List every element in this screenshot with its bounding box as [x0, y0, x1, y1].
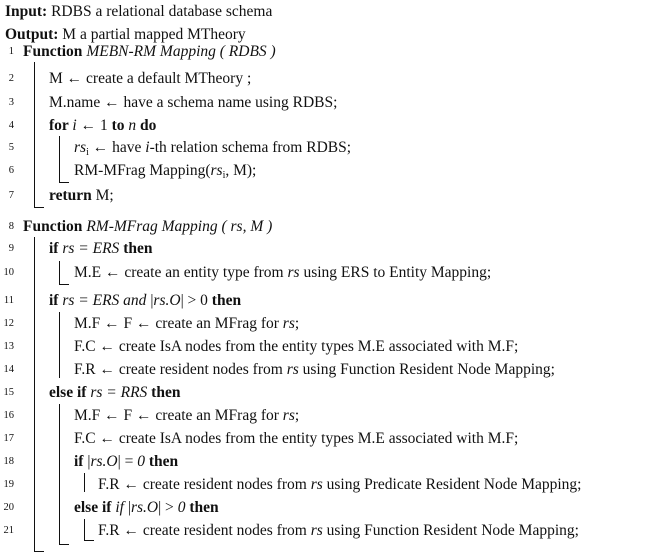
algo-line [0, 237, 670, 260]
code-token: i [86, 147, 89, 158]
code-token: Function [23, 43, 87, 60]
code-token: then [144, 453, 179, 470]
code-token: i [222, 170, 226, 181]
line-code [74, 404, 299, 427]
code-token: rs [310, 522, 323, 539]
line-number: 2 [8, 73, 14, 84]
block-end-tick [84, 540, 94, 541]
line-code [98, 519, 579, 542]
line-number: 7 [8, 190, 14, 201]
line-code [74, 261, 491, 284]
code-token: | [127, 499, 131, 516]
code-token: i [72, 117, 77, 134]
block-bar [59, 261, 60, 284]
code-token: RM-MFrag Mapping( [74, 162, 211, 179]
block-end-tick [34, 551, 44, 552]
code-token: M; [95, 187, 114, 204]
code-token: ← 1 [76, 117, 112, 134]
code-token: M.F ← F ← create an MFrag for [74, 407, 283, 424]
code-token: Function [23, 218, 87, 235]
code-token: do [136, 117, 157, 134]
input-line [5, 3, 272, 21]
algo-line [0, 404, 670, 427]
line-code [74, 450, 178, 473]
algo-line [0, 215, 670, 238]
algo-line [0, 335, 670, 358]
code-token: rs [287, 264, 300, 281]
code-token: | [146, 292, 154, 309]
code-token: MEBN-RM Mapping ( RDBS ) [86, 43, 276, 60]
code-token: rs [310, 476, 323, 493]
code-token: else if [49, 384, 91, 401]
line-number: 21 [3, 525, 14, 536]
code-token: then [211, 292, 242, 309]
code-token: if [115, 499, 128, 516]
line-code [74, 159, 256, 182]
line-number: 9 [8, 243, 14, 254]
code-token: | > [158, 499, 178, 516]
code-token: using Predicate Resident Node Mapping; [322, 476, 582, 493]
line-number: 13 [3, 341, 14, 352]
code-token: then [185, 499, 219, 516]
block-bar [59, 136, 60, 182]
line-number: 16 [3, 410, 14, 421]
code-token: if [49, 240, 63, 257]
line-number: 19 [3, 479, 14, 490]
code-token: M.F ← F ← create an MFrag for [74, 315, 283, 332]
code-token: 0 [137, 453, 145, 470]
block-bar [34, 62, 35, 207]
algo-line [0, 67, 670, 90]
algo-line [0, 358, 670, 381]
line-code [74, 358, 555, 381]
line-code [74, 136, 351, 159]
output-label: Output: [5, 26, 59, 43]
code-token: then [147, 384, 181, 401]
code-token: -th relation schema from RDBS; [149, 139, 352, 156]
code-token: , M); [225, 162, 257, 179]
code-token: rs.O [90, 453, 118, 470]
code-token: then [119, 240, 153, 257]
line-number: 1 [8, 46, 14, 57]
line-code [49, 114, 156, 137]
algo-line [0, 427, 670, 450]
code-token: rs [282, 315, 295, 332]
code-token: F.R ← create resident nodes from [98, 476, 311, 493]
line-code [49, 184, 114, 207]
line-number: 3 [8, 97, 14, 108]
line-number: 5 [8, 142, 14, 153]
line-code [49, 237, 152, 260]
algo-line [0, 40, 670, 63]
code-token: rs = ERS and [62, 292, 147, 309]
code-token: i [145, 139, 150, 156]
output-text: M a partial mapped MTheory [58, 26, 246, 43]
block-end-tick [59, 544, 69, 545]
line-code [74, 335, 518, 358]
code-token: F.R ← create resident nodes from [98, 522, 311, 539]
code-token: ; [294, 315, 300, 332]
algo-line [0, 312, 670, 335]
block-bar [84, 473, 85, 492]
code-token: using Function Resident Node Mapping; [322, 522, 579, 539]
code-token: if [49, 292, 63, 309]
algo-line [0, 184, 670, 207]
algo-line [0, 381, 670, 404]
code-token: rs [282, 407, 295, 424]
code-token: RM-MFrag Mapping ( rs, M ) [86, 218, 273, 235]
code-token: return [49, 187, 96, 204]
code-token: to [111, 117, 129, 134]
line-number: 8 [8, 221, 14, 232]
code-token: using Function Resident Node Mapping; [298, 361, 555, 378]
line-number: 18 [3, 456, 14, 467]
algo-line [0, 496, 670, 519]
block-bar [59, 404, 60, 544]
code-token: M.E ← create an entity type from [74, 264, 288, 281]
code-token: rs [286, 361, 299, 378]
code-token: | = [117, 453, 138, 470]
input-label: Input: [5, 3, 48, 20]
code-token: | [87, 453, 91, 470]
line-code [49, 289, 241, 312]
algo-line [0, 261, 670, 284]
code-token: rs [74, 139, 87, 156]
line-code [23, 215, 272, 238]
block-end-tick [34, 207, 44, 208]
algo-line [0, 473, 670, 496]
block-bar [59, 312, 60, 378]
line-number: 14 [3, 364, 14, 375]
code-token: rs [210, 162, 223, 179]
code-token: n [128, 117, 137, 134]
code-token: else if [74, 499, 116, 516]
block-end-tick [59, 182, 69, 183]
algo-line [0, 91, 670, 114]
algo-line [0, 519, 670, 542]
algo-line [0, 136, 670, 159]
line-number: 12 [3, 318, 14, 329]
code-token: ← have [88, 139, 146, 156]
block-bar [34, 237, 35, 551]
line-number: 10 [3, 267, 14, 278]
line-number: 11 [3, 295, 14, 306]
line-code [49, 91, 337, 114]
input-text: RDBS a relational database schema [47, 3, 273, 20]
line-code [74, 312, 299, 335]
code-token: F.C ← create IsA nodes from the entity types M.E associated with M.F; [74, 430, 519, 447]
block-end-tick [59, 284, 69, 285]
code-token: using ERS to Entity Mapping; [299, 264, 492, 281]
algo-line [0, 289, 670, 312]
code-token: M.name ← have a schema name using RDBS; [49, 94, 338, 111]
code-token: | > 0 [180, 292, 212, 309]
line-code [23, 40, 276, 63]
line-number: 17 [3, 433, 14, 444]
algo-line [0, 159, 670, 182]
code-token: if [74, 453, 88, 470]
line-code [74, 496, 219, 519]
code-token: rs.O [153, 292, 181, 309]
code-token: M ← create a default MTheory ; [49, 70, 252, 87]
code-token: F.R ← create resident nodes from [74, 361, 287, 378]
algo-line [0, 450, 670, 473]
line-code [98, 473, 581, 496]
code-token: ; [294, 407, 300, 424]
line-number: 6 [8, 165, 14, 176]
code-token: 0 [177, 499, 186, 516]
line-number: 15 [3, 387, 14, 398]
code-token: rs = RRS [90, 384, 148, 401]
code-token: rs.O [130, 499, 159, 516]
block-bar [84, 519, 85, 540]
line-number: 20 [3, 502, 14, 513]
line-code [74, 427, 518, 450]
line-number: 4 [8, 120, 14, 131]
code-token: rs = ERS [62, 240, 120, 257]
code-token: F.C ← create IsA nodes from the entity types M.E associated with M.F; [74, 338, 519, 355]
algo-line [0, 114, 670, 137]
code-token: for [49, 117, 73, 134]
line-code [49, 67, 251, 90]
line-code [49, 381, 180, 404]
